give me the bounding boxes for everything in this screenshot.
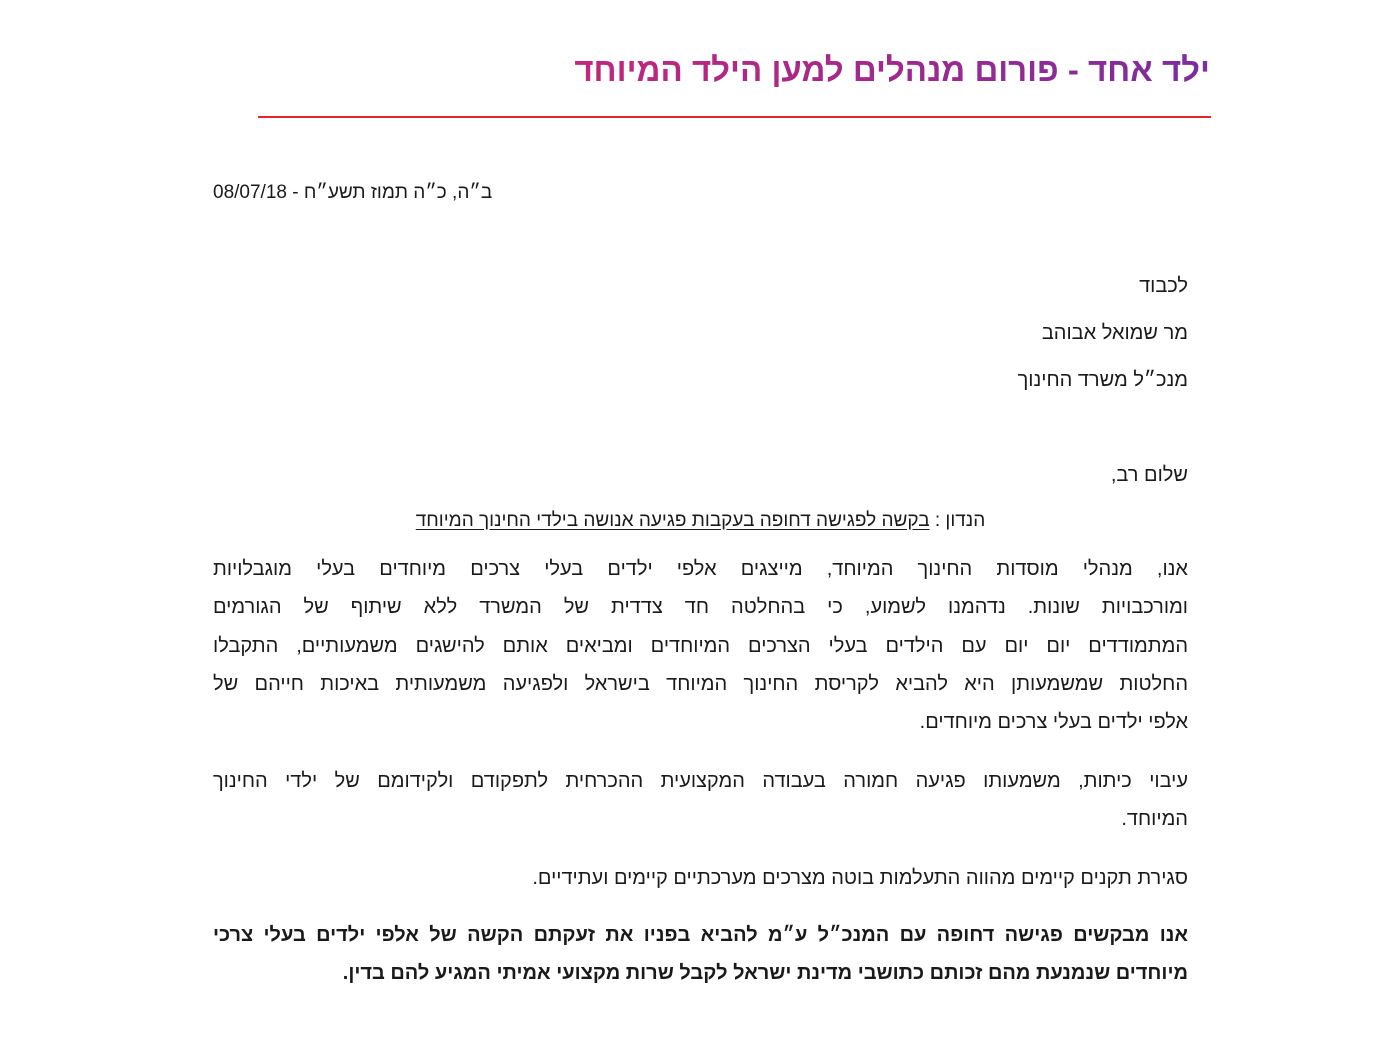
paragraph-line: מיוחדים שנמנעת מהם זכותם כתושבי מדינת ישראל לקבל שרות מקצועי אמיתי המגיע להם בדין. <box>342 962 1188 985</box>
recipient-title: מנכ״ל משרד החינוך <box>1017 369 1188 391</box>
paragraph-line: עיבוי כיתות, משמעותו פגיעה חמורה בעבודה המקצועית ההכרחית לתפקודם ולקידומם של ילדי החינוך <box>213 770 1188 792</box>
letterhead-divider <box>258 116 1211 118</box>
paragraph-line: המתמודדים יום יום עם הילדים בעלי הצרכים המיוחדים ומביאים אותם להישגים משמעותיים, התקבלו <box>213 634 1188 657</box>
paragraph-line: אנו, מנהלי מוסדות החינוך המיוחד, מייצגים אלפי ילדים בעלי צרכים מיוחדים בעלי מוגבלויות <box>213 558 1188 580</box>
greeting: שלום רב, <box>1110 464 1188 486</box>
paragraph-line: ומורכבויות שונות. נדהמנו לשמוע, כי בהחלטה חד צדדית של המשרד ללא שיתוף של הגורמים <box>213 596 1188 619</box>
paragraph-line: אנו מבקשים פגישה דחופה עם המנכ״ל ע״מ להביא בפניו את זעקתם הקשה של אלפי ילדים בעלי צרכי <box>213 924 1188 946</box>
subject-text: בקשה לפגישה דחופה בעקבות פגיעה אנושה בילדי החינוך המיוחד <box>415 510 930 531</box>
body-paragraph-3 <box>213 859 1188 897</box>
body-paragraph-1 <box>213 550 1188 741</box>
paragraph-line: סגירת תקנים קיימים מהווה התעלמות בוטה מצרכים מערכתיים קיימים ועתידיים. <box>532 867 1188 889</box>
recipient-name: מר שמואל אבוהב <box>1041 322 1188 344</box>
subject-line <box>213 502 1188 540</box>
paragraph-line: המיוחד. <box>1121 808 1188 831</box>
subject-label: הנדון : <box>934 510 986 531</box>
letterhead-title: ילד אחד - פורום מנהלים למען הילד המיוחד <box>574 48 1210 92</box>
paragraph-line: החלטות שמשמעותן היא להביא לקריסת החינוך המיוחד בישראל ולפגיעה משמעותית באיכות חייהם של <box>213 672 1188 695</box>
body-paragraph-2 <box>213 762 1188 839</box>
body-paragraph-request <box>213 916 1188 993</box>
recipient-block <box>1018 263 1188 404</box>
paragraph-line: אלפי ילדים בעלי צרכים מיוחדים. <box>919 711 1188 733</box>
letter-date: ב״ה, כ״ה תמוז תשע״ח - 08/07/18 <box>213 182 493 203</box>
recipient-salutation: לכבוד <box>1139 275 1188 297</box>
